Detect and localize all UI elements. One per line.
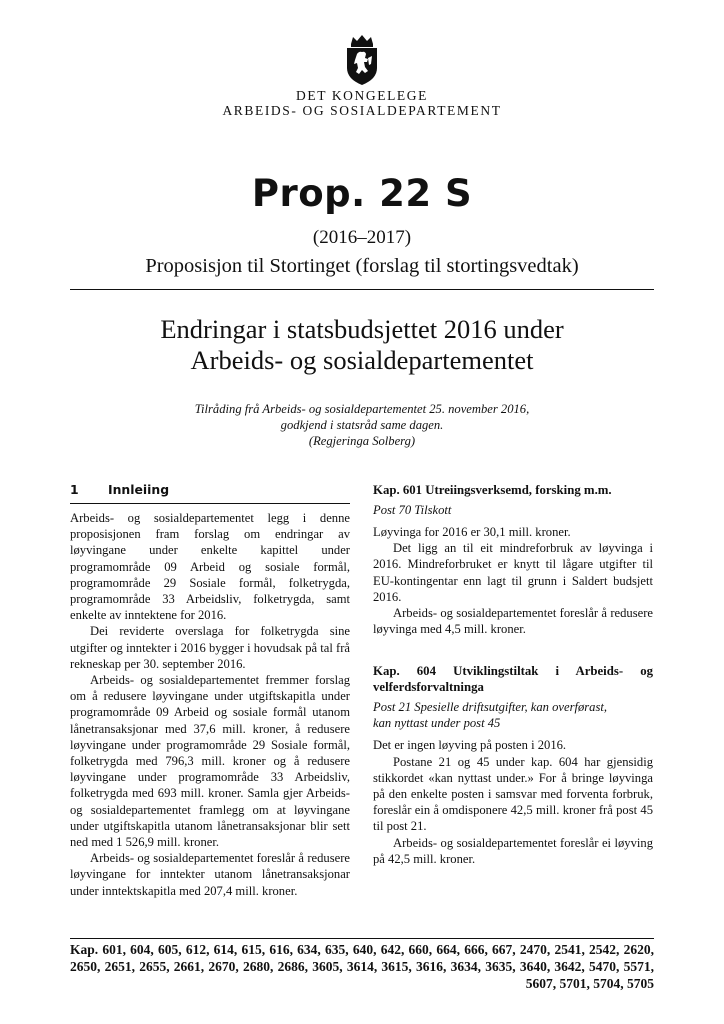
chapter-list: Kap. 601, 604, 605, 612, 614, 615, 616, 634, 635, 640, 642, 660, 664, 666, 667, 2470, 2541, 2542, 2620, 2650, 2651, 2655, 2661, 2670, 2680, 2686, 3605, 3614, 3615, 3616, 3634, 3635, 3640, 3642, 5470, 5571, 5607, 5701, 5704, 5705 xyxy=(70,942,654,991)
recommendation-line-2: godkjend i statsråd same dagen. xyxy=(280,418,444,432)
document-title xyxy=(0,314,724,376)
department-line-2: ARBEIDS- OG SOSIALDEPARTEMENT xyxy=(222,103,502,118)
recommendation-line-1: Tilråding frå Arbeids- og sosialdepartementet 25. november 2016, xyxy=(194,402,530,416)
department-name xyxy=(0,88,724,118)
post-70-heading: Post 70 Tilskott xyxy=(373,503,452,517)
recommendation-note xyxy=(0,401,724,449)
document-title-line-2: Arbeids- og sosialdepartementet xyxy=(190,345,534,375)
paragraph: Arbeids- og sosialdepartementet legg i denne proposisjonen fram forslag om endringar av løyvingane under enkelte kapittel under programområde 09 Arbeid og sosiale formål, programområde 29 Sosiale formål, folketrygda, programområde 33 Arbeidsliv, folketrygda, samt enkelte av inntektene for 2016. xyxy=(70,511,350,623)
chapter-604-heading: Kap. 604 Utviklingstiltak i Arbeids- og velferdsforvaltninga xyxy=(373,664,653,695)
post-21-line-2: kan nyttast under post 45 xyxy=(373,716,501,731)
paragraph: Arbeids- og sosialdepartementet foreslår å redusere løyvingane for inntekter utanom lånetransaksjonar under inntektskapitla med 207,4 mill. kroner. xyxy=(70,851,350,898)
left-column xyxy=(70,482,350,899)
emblem-wrapper xyxy=(0,34,724,90)
bottom-divider xyxy=(70,938,654,939)
chapter-601-heading: Kap. 601 Utreiingsverksemd, forsking m.m. xyxy=(373,483,612,497)
recommendation-line-3: (Regjeringa Solberg) xyxy=(308,434,416,448)
paragraph: Arbeids- og sosialdepartementet fremmer forslag om å redusere løyvingane under utgiftskapitla under programområde 09 Arbeid og sosiale formål utanom lånetransaksjonar med 37,6 mill. kroner, å redusere løyvingane under programområde 29 Sosiale formål, folketrygda med 796,3 mill. kroner og å redusere løyvingane under programområde 33 Arbeidsliv, folketrygda med 693 mill. kroner. Samla gjer Arbeids- og sosialdepartementet framlegg om at løyvingane under utgiftskapitla utanom lånetransaksjonar blir sett ned med 1 526,9 mill. kroner. xyxy=(70,673,350,850)
section-number: 1 xyxy=(70,482,79,497)
paragraph: Det er ingen løyving på posten i 2016. xyxy=(373,738,567,753)
section-title: Innleiing xyxy=(108,482,170,497)
paragraph: Arbeids- og sosialdepartementet foreslår ei løyving på 42,5 mill. kroner. xyxy=(373,835,653,866)
paragraph: Dei reviderte overslaga for folketrygda sine utgifter og inntekter i 2016 bygger i hovudsak på tal frå rekneskap per 30. september 2016. xyxy=(70,624,350,671)
right-column xyxy=(373,482,653,867)
proposition-title: Prop. 22 S xyxy=(251,172,473,215)
proposition-type: Proposisjon til Stortinget (forslag til stortingsvedtak) xyxy=(145,255,579,277)
proposition-years: (2016–2017) xyxy=(312,227,412,248)
department-line-1: DET KONGELEGE xyxy=(296,88,428,103)
paragraph: Arbeids- og sosialdepartementet foreslår å redusere løyvinga med 4,5 mill. kroner. xyxy=(373,606,653,637)
coat-of-arms-icon xyxy=(338,34,386,86)
section-heading xyxy=(70,482,350,498)
paragraph: Løyvinga for 2016 er 30,1 mill. kroner. xyxy=(373,525,571,539)
document-title-line-1: Endringar i statsbudsjettet 2016 under xyxy=(160,314,564,344)
post-21-heading xyxy=(373,699,653,731)
section-divider xyxy=(70,503,350,504)
paragraph: Det ligg an til eit mindreforbruk av løyvinga i 2016. Mindreforbruket er knytt til lågare utgifter til EU-kontingentar enn lagt til grunn i Saldert budsjett 2016. xyxy=(373,541,653,604)
post-21-line-1: Post 21 Spesielle driftsutgifter, kan overførast, xyxy=(373,700,608,715)
top-divider xyxy=(70,289,654,290)
paragraph: Postane 21 og 45 under kap. 604 har gjensidig stikkordet «kan nyttast under.» For å bringe løyvinga på den enkelte posten i samsvar med forventa forbruk, foreslår ein å omdisponere 42,5 mill. kroner frå post 45 til post 21. xyxy=(373,754,653,834)
